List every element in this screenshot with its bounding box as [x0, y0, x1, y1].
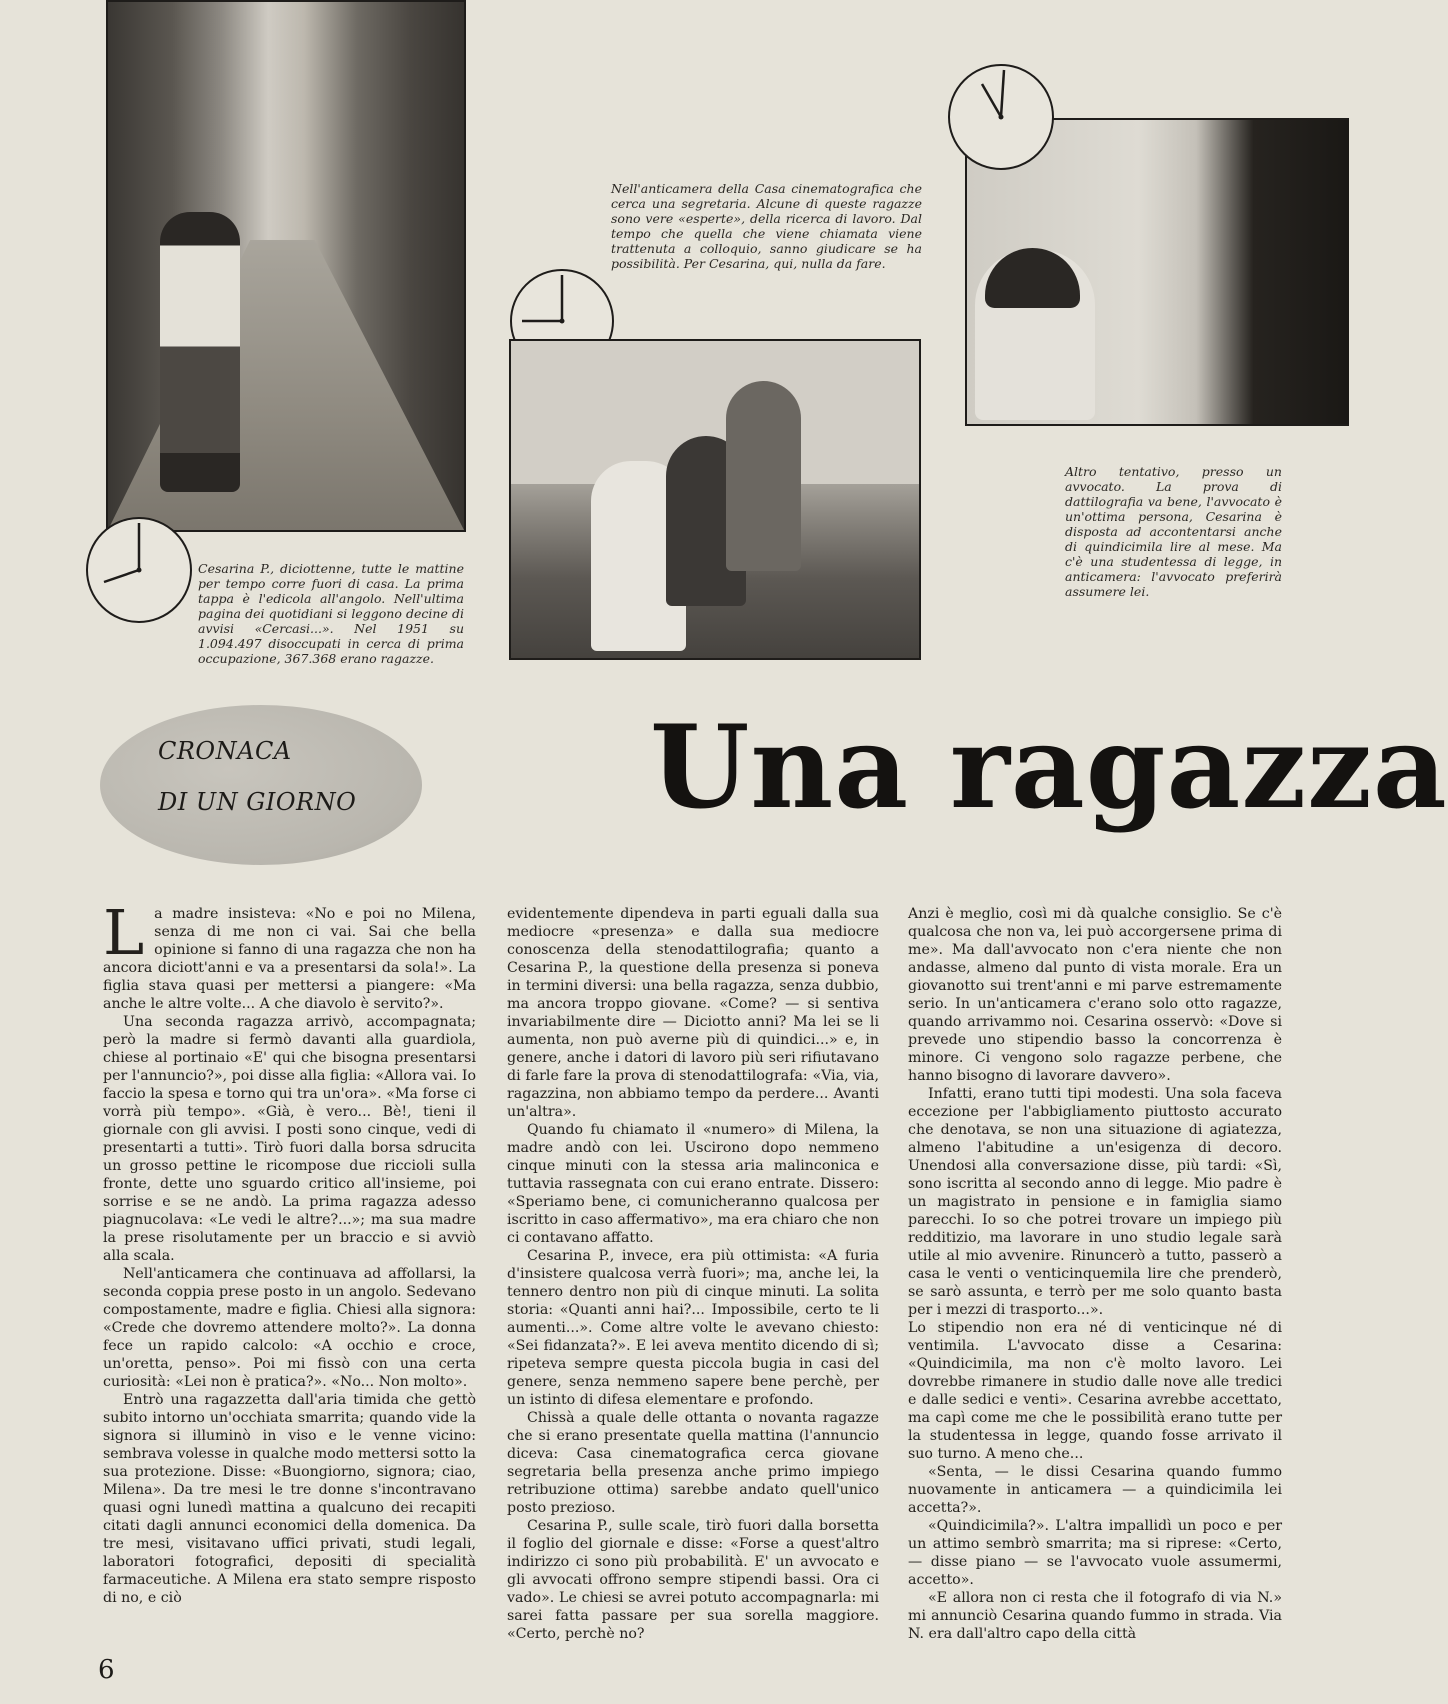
- paragraph: «Quindicimila?». L'altra impallidì un poco e per un attimo sembrò smarrita; ma si riprese: «Certo, — disse piano — se l'avvocato vuole assumermi, accetto».: [908, 1518, 1282, 1588]
- article-column-1: [103, 896, 476, 1645]
- paragraph: La madre insisteva: «No e poi no Milena, senza di me non ci vai. Sai che bella opinione si fanno di una ragazza che non ha ancora diciott'anni e va a presentarsi da sola!». La figlia stava quasi per mettersi a piangere: «Ma anche le altre volte... A che diavolo è servito?».: [103, 896, 476, 1012]
- caption-lawyer: Altro tentativo, presso un avvocato. La prova di dattilografia va bene, l'avvocato è un'ottima persona, Cesarina è disposta ad accontentarsi anche di quindicimila lire al mese. Ma c'è una studentessa di legge, in anticamera: l'avvocato preferirà assumere lei.: [1065, 464, 1282, 599]
- paragraph: Cesarina P., invece, era più ottimista: «A furia d'insistere qualcosa verrà fuori»; ma, anche lei, la tennero dentro non più di cinque minuti. La solita storia: «Quanti anni hai?... Impossibile, certo te li aumenti...». Come altre volte le avevano chiesto: «Sei fidanzata?». E lei aveva mentito dicendo di sì; ripeteva sempre questa piccola bugia in casi del genere, senza nemmeno sapere bene perchè, per un istinto di difesa elementare e profondo.: [507, 1248, 879, 1408]
- article-column-2: [507, 905, 879, 1645]
- paragraph: Anzi è meglio, così mi dà qualche consiglio. Se c'è qualcosa che non va, lei può accorgersene prima di me». Ma dall'avvocato non c'era niente che non andasse, almeno dal punto di vista morale. Era un giovanotto sui trent'anni e mi parve estremamente serio. In un'anticamera c'erano solo otto ragazze, quando arrivammo noi. Cesarina osservò: «Dove si prevede uno stipendio basso la concorrenza è minore. Ci vengono solo ragazze perbene, che hanno bisogno di lavorare davvero».: [908, 906, 1282, 1084]
- caption-waiting: Nell'anticamera della Casa cinematografica che cerca una segretaria. Alcune di queste ragazze sono vere «esperte», della ricerca di lavoro. Dal tempo che quella che viene chiamata viene trattenuta a colloquio, sanno giudicare se ha possibilità. Per Cesarina, qui, nulla da fare.: [611, 181, 922, 271]
- page-number: 6: [98, 1655, 115, 1685]
- photo-waiting-room: [509, 339, 921, 660]
- drop-cap: L: [103, 896, 145, 969]
- headline: Una ragazza: [650, 700, 1448, 834]
- paragraph: Nell'anticamera che continuava ad affollarsi, la seconda coppia prese posto in un angolo. Sedevano compostamente, madre e figlia. Chiesi alla signora: «Crede che dovremo attendere molto?». La donna fece un rapido calcolo: «A occhio e croce, un'oretta, penso». Poi mi fissò con una certa curiosità: «Lei non è pratica?». «No... Non molto».: [103, 1266, 476, 1390]
- paragraph: «E allora non ci resta che il fotografo di via N.» mi annunciò Cesarina quando fummo in strada. Via N. era dall'altro capo della città: [908, 1590, 1282, 1642]
- section-label-line2: DI UN GIORNO: [158, 788, 357, 816]
- caption-street: Cesarina P., diciottenne, tutte le mattine per tempo corre fuori di casa. La prima tappa è l'edicola all'angolo. Nell'ultima pagina dei quotidiani si leggono decine di avvisi «Cercasi...». Nel 1951 su 1.094.497 disoccupati in cerca di prima occupazione, 367.368 erano ragazze.: [198, 561, 464, 666]
- section-label-oval: [100, 705, 422, 865]
- girl-figure: [160, 212, 240, 492]
- paragraph: Infatti, erano tutti tipi modesti. Una sola faceva eccezione per l'abbigliamento piuttosto accurato che denotava, se non una situazione di agiatezza, almeno l'abitudine a un'esigenza di decoro. Unendosi alla conversazione disse, più tardi: «Sì, sono iscritta al secondo anno di legge. Mio padre è un magistrato in pensione e in famiglia siamo parecchi. Io so che potrei trovare un impiego più redditizio, ma lavorare in uno studio legale sarà utile al mio avvenire. Rinuncerò a tutto, passerò a casa le venti o venticinquemila lire che prenderò, se sarò assunta, e terrò per me solo quanto basta per i mezzi di trasporto...».: [908, 1086, 1282, 1318]
- paragraph: Entrò una ragazzetta dall'aria timida che gettò subito intorno un'occhiata smarrita; quando vide la signora si illuminò in viso e le venne vicino: sembrava volesse in qualche modo mettersi sotto la sua protezione. Disse: «Buongiorno, signora; ciao, Milena». Da tre mesi le tre donne s'incontravano quasi ogni lunedì mattina a qualcuno dei recapiti citati dagli annunci economici della domenica. Da tre mesi, visitavano uffici privati, studi legali, laboratori fotografici, depositi di specialità farmaceutiche. A Milena era stato sempre risposto di no, e ciò: [103, 1392, 476, 1606]
- paragraph: Una seconda ragazza arrivò, accompagnata; però la madre si fermò davanti alla guardiola, chiese al portinaio «E' qui che bisogna presentarsi per l'annuncio?», poi disse alla figlia: «Allora vai. Io faccio la spesa e torno qui tra un'ora». «Ma forse ci vorrà più tempo». «Già, è vero... Bè!, tieni il giornale con gli avvisi. I posti sono cinque, vedi di presentarti a tutti». Tirò fuori dalla borsa sdrucita un grosso pettine le ricompose due riccioli sulla fronte, dette uno sguardo critico all'insieme, poi sorrise e se ne andò. La prima ragazza adesso piagnucolava: «Le vedi le altre?...»; ma sua madre la prese risolutamente per un braccio e si avviò alla scala.: [103, 1014, 476, 1264]
- paragraph: Cesarina P., sulle scale, tirò fuori dalla borsetta il foglio del giornale e disse: «Forse a quest'altro indirizzo ci sono più probabilità. E' un avvocato e gli avvocati offrono sempre stipendi bassi. Ora ci vado». Le chiesi se avrei potuto accompagnarla: mi sarei fatta passare per sua sorella maggiore. «Certo, perchè no?: [507, 1518, 879, 1642]
- girl-figure: [726, 381, 801, 571]
- paragraph: «Senta, — le dissi Cesarina quando fummo nuovamente in anticamera — a quindicimila lei accetta?».: [908, 1464, 1282, 1516]
- photo-street: [106, 0, 466, 532]
- paragraph: Chissà a quale delle ottanta o novanta ragazze che si erano presentate quella mattina (l'annuncio diceva: Casa cinematografica cerca giovane segretaria bella presenza anche primo impiego retribuzione ottima) sarebbe andato quell'unico posto prezioso.: [507, 1410, 879, 1516]
- clock-icon-lawyer: [946, 62, 1056, 172]
- paragraph: Lo stipendio non era né di venticinque né di ventimila. L'avvocato disse a Cesarina: «Quindicimila, ma non c'è molto lavoro. Lei dovrebbe rimanere in studio dalle nove alle tredici e dalle sedici e venti». Cesarina avrebbe accettato, ma capì come me che le possibilità erano tutte per la studentessa in legge, quando fosse arrivato il suo turno. A meno che...: [908, 1320, 1282, 1462]
- article-column-3: [908, 905, 1282, 1645]
- section-label-line1: CRONACA: [158, 737, 292, 765]
- clock-icon-morning: [84, 515, 194, 625]
- paragraph: evidentemente dipendeva in parti eguali dalla sua mediocre «presenza» e dalla sua mediocre conoscenza della stenodattilografia; quanto a Cesarina P., la questione della presenza si poneva in termini diversi: una bella ragazza, senza dubbio, ma ancora troppo giovane. «Come? — si sentiva invariabilmente dire — Diciotto anni? Ma lei se li aumenta, non può averne più di quindici...» e, in genere, anche i datori di lavoro più seri rifiutavano di farle fare la prova di stenodattilografa: «Via, via, ragazzina, non abbiamo tempo da perdere... Avanti un'altra».: [507, 906, 879, 1120]
- paragraph: Quando fu chiamato il «numero» di Milena, la madre andò con lei. Uscirono dopo nemmeno cinque minuti con la stessa aria malinconica e tuttavia rassegnata con cui erano entrate. Dissero: «Speriamo bene, ci comunicheranno qualcosa per iscritto in caso affermativo», ma era chiaro che non ci contavano affatto.: [507, 1122, 879, 1246]
